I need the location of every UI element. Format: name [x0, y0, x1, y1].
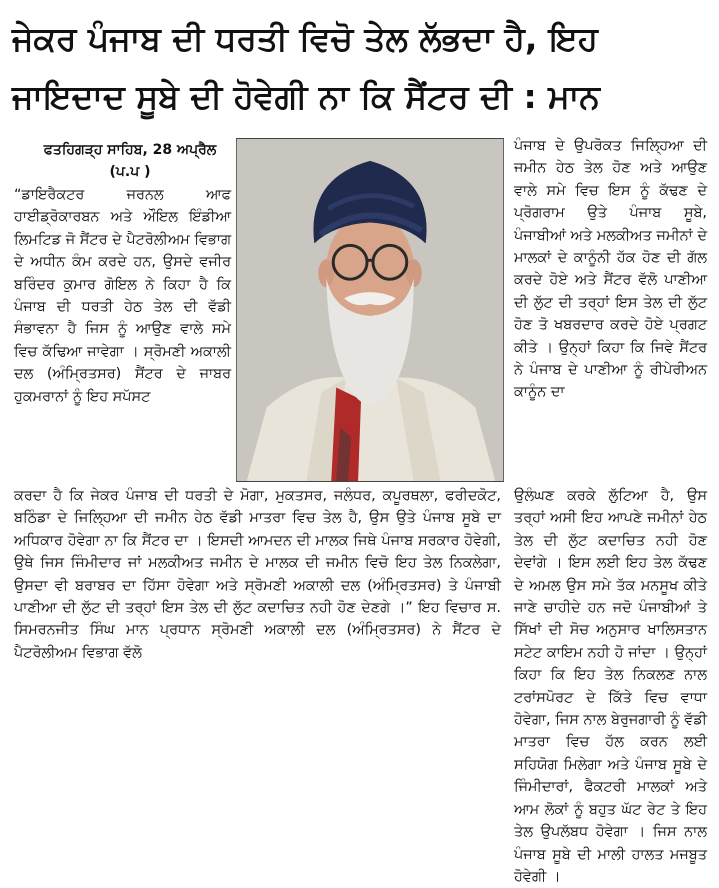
headline: [12, 10, 712, 126]
article-left-text: “ਡਾਇਰੈਕਟਰ ਜਰਨਲ ਆਫ ਹਾਈਡ੍ਰੋਕਾਰਬਨ ਅਤੇ ਔਇਲ ਇੰਡੀਆ ਲਿਮਟਿਡ ਜੋ ਸੈਂਟਰ ਦੇ ਪੈਟਰੋਲੀਅਮ ਵਿਭਾਗ ਦੇ ਅਧੀਨ ਕੰਮ ਕਰਦੇ ਹਨ, ਉਸਦੇ ਵਜੀਰ ਬਰਿੰਦਰ ਕੁਮਾਰ ਗੋਇਲ ਨੇ ਕਿਹਾ ਹੈ ਕਿ ਪੰਜਾਬ ਦੀ ਧਰਤੀ ਹੇਠ ਤੇਲ ਦੀ ਵੱਡੀ ਸੰਭਾਵਨਾ ਹੈ ਜਿਸ ਨੂੰ ਆਉਣ ਵਾਲੇ ਸਮੇ ਵਿਚ ਕੱਢਿਆ ਜਾਵੇਗਾ । ਸ੍ਰੋਮਣੀ ਅਕਾਲੀ ਦਲ (ਅੰਮ੍ਰਿਤਸਰ) ਸੈਂਟਰ ਦੇ ਜਾਬਰ ਹੁਕਮਰਾਨਾਂ ਨੂੰ ਇਹ ਸਪੱਸਟ: [14, 187, 231, 405]
article-bottom-right: [514, 485, 707, 885]
portrait-photo-icon: [237, 139, 503, 481]
headline-line-1: ਜੇਕਰ ਪੰਜਾਬ ਦੀ ਧਰਤੀ ਵਿਚੋ ਤੇਲ ਲੱਭਦਾ ਹੈ, ਇਹ: [12, 19, 598, 58]
headline-line-2: ਜਾਇਦਾਦ ਸੂਬੇ ਦੀ ਹੋਵੇਗੀ ਨਾ ਕਿ ਸੈਂਟਰ ਦੀ : ਮਾਨ: [12, 77, 600, 116]
article-right-column: [514, 135, 707, 485]
article-bottom-left: [14, 485, 501, 815]
dateline-agency: (ਪ.ਪ ): [109, 164, 151, 180]
portrait-photo: [236, 138, 504, 482]
dateline-place-date: ਫਤਹਿਗੜ੍ਹ ਸਾਹਿਬ, 28 ਅਪ੍ਰੈਲ: [43, 142, 217, 158]
article-right-text: ਪੰਜਾਬ ਦੇ ਉਪਰੋਕਤ ਜਿਲ੍ਹਿਆ ਦੀ ਜਮੀਨ ਹੇਠ ਤੇਲ ਹੋਣ ਅਤੇ ਆਉਣ ਵਾਲੇ ਸਮੇ ਵਿਚ ਇਸ ਨੂੰ ਕੱਢਣ ਦੇ ਪ੍ਰੋਗਰਾਮ ਉਤੇ ਪੰਜਾਬ ਸੂਬੇ, ਪੰਜਾਬੀਆਂ ਅਤੇ ਮਲਕੀਅਤ ਜਮੀਨਾਂ ਦੇ ਮਾਲਕਾਂ ਦੇ ਕਾਨੂੰਨੀ ਹੱਕ ਹੋਣ ਦੀ ਗੱਲ ਕਰਦੇ ਹੋਏ ਅਤੇ ਸੈਂਟਰ ਵੱਲੋ ਪਾਣੀਆ ਦੀ ਲੁੱਟ ਦੀ ਤਰ੍ਹਾਂ ਇਸ ਤੇਲ ਦੀ ਲੁੱਟ ਹੋਣ ਤੋ ਖਬਰਦਾਰ ਕਰਦੇ ਹੋਏ ਪ੍ਰਗਟ ਕੀਤੇ । ਉਨ੍ਹਾਂ ਕਿਹਾ ਕਿ ਜਿਵੇ ਸੈਂਟਰ ਨੇ ਪੰਜਾਬ ਦੇ ਪਾਣੀਆ ਨੂੰ ਰੀਪੇਰੀਅਨ ਕਾਨੂੰਨ ਦਾ: [514, 138, 707, 401]
dateline: [30, 139, 230, 183]
article-left-column: [14, 184, 231, 480]
article-bottom-right-text: ਉਲੰਘਣ ਕਰਕੇ ਲੁੱਟਿਆ ਹੈ, ਉਸ ਤਰ੍ਹਾਂ ਅਸੀ ਇਹ ਆਪਣੇ ਜਮੀਨਾਂ ਹੇਠ ਤੇਲ ਦੀ ਲੁੱਟ ਕਦਾਚਿਤ ਨਹੀ ਹੋਣ ਦੇਵਾਂਗੇ । ਇਸ ਲਈ ਇਹ ਤੇਲ ਕੱਢਣ ਦੇ ਅਮਲ ਉਸ ਸਮੇ ਤੱਕ ਮਨਸੂਖ ਕੀਤੇ ਜਾਣੇ ਚਾਹੀਦੇ ਹਨ ਜਦੋ ਪੰਜਾਬੀਆਂ ਤੇ ਸਿੱਖਾਂ ਦੀ ਸੋਚ ਅਨੁਸਾਰ ਖਾਲਿਸਤਾਨ ਸਟੇਟ ਕਾਇਮ ਨਹੀ ਹੋ ਜਾਂਦਾ । ਉਨ੍ਹਾਂ ਕਿਹਾ ਕਿ ਇਹ ਤੇਲ ਨਿਕਲਣ ਨਾਲ ਟਰਾਂਸਪੋਰਟ ਦੇ ਕਿੱਤੇ ਵਿਚ ਵਾਧਾ ਹੋਵੇਗਾ, ਜਿਸ ਨਾਲ ਬੇਰੁਜਗਾਰੀ ਨੂੰ ਵੱਡੀ ਮਾਤਰਾ ਵਿਚ ਹੱਲ ਕਰਨ ਲਈ ਸਹਿਯੋਗ ਮਿਲੇਗਾ ਅਤੇ ਪੰਜਾਬ ਸੂਬੇ ਦੇ ਜਿੰਮੀਦਾਰਾਂ, ਫੈਕਟਰੀ ਮਾਲਕਾਂ ਅਤੇ ਆਮ ਲੋਕਾਂ ਨੂੰ ਬਹੁਤ ਘੱਟ ਰੇਟ ਤੇ ਇਹ ਤੇਲ ਉਪਲੱਬਧ ਹੋਵੇਗਾ । ਜਿਸ ਨਾਲ ਪੰਜਾਬ ਸੂਬੇ ਦੀ ਮਾਲੀ ਹਾਲਤ ਮਜਬੂਤ ਹੋਵੇਗੀ ।: [514, 488, 707, 885]
article-bottom-left-text: ਕਰਦਾ ਹੈ ਕਿ ਜੇਕਰ ਪੰਜਾਬ ਦੀ ਧਰਤੀ ਦੇ ਮੋਗਾ, ਮੁਕਤਸਰ, ਜਲੰਧਰ, ਕਪੂਰਥਲਾ, ਫਰੀਦਕੋਟ, ਬਠਿੰਡਾ ਦੇ ਜਿਲ੍ਹਿਆ ਦੀ ਜਮੀਨ ਹੇਠ ਵੱਡੀ ਮਾਤਰਾ ਵਿਚ ਤੇਲ ਹੈ, ਉਸ ਉਤੇ ਪੰਜਾਬ ਸੂਬੇ ਦਾ ਅਧਿਕਾਰ ਹੋਵੇਗਾ ਨਾ ਕਿ ਸੈਂਟਰ ਦਾ । ਇਸਦੀ ਆਮਦਨ ਦੀ ਮਾਲਕ ਜਿਥੇ ਪੰਜਾਬ ਸਰਕਾਰ ਹੋਵੇਗੀ, ਉਥੇ ਜਿਸ ਜਿੰਮੀਦਾਰ ਜਾਂ ਮਲਕੀਅਤ ਜਮੀਨ ਦੇ ਮਾਲਕ ਦੀ ਜਮੀਨ ਵਿਚੋ ਇਹ ਤੇਲ ਨਿਕਲੇਗਾ, ਉਸਦਾ ਵੀ ਬਰਾਬਰ ਦਾ ਹਿੱਸਾ ਹੋਵੇਗਾ ਅਤੇ ਸ੍ਰੋਮਣੀ ਅਕਾਲੀ ਦਲ (ਅੰਮ੍ਰਿਤਸਰ) ਤੇ ਪੰਜਾਬੀ ਪਾਣੀਆ ਦੀ ਲੁੱਟ ਦੀ ਤਰ੍ਹਾਂ ਇਸ ਤੇਲ ਦੀ ਲੁੱਟ ਕਦਾਚਿਤ ਨਹੀ ਹੋਣ ਦੇਣਗੇ ।” ਇਹ ਵਿਚਾਰ ਸ. ਸਿਮਰਨਜੀਤ ਸਿੰਘ ਮਾਨ ਪ੍ਰਧਾਨ ਸ੍ਰੋਮਣੀ ਅਕਾਲੀ ਦਲ (ਅੰਮ੍ਰਿਤਸਰ) ਨੇ ਸੈਂਟਰ ਦੇ ਪੈਟਰੋਲੀਅਮ ਵਿਭਾਗ ਵੱਲੋ: [14, 488, 501, 661]
